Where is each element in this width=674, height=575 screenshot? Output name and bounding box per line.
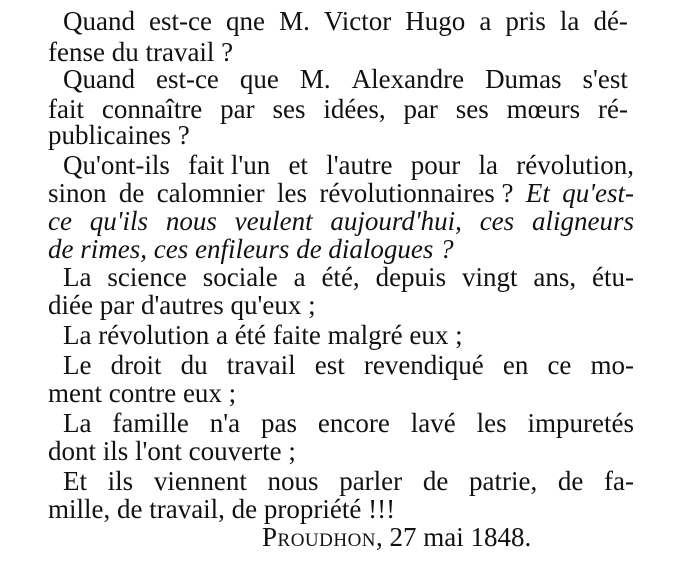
text-line bbox=[48, 178, 634, 209]
word: travail bbox=[226, 350, 296, 380]
word: revendiqué bbox=[363, 350, 484, 380]
word: ce bbox=[547, 350, 572, 380]
word: droit bbox=[110, 350, 162, 380]
text-line bbox=[63, 6, 628, 37]
word: aujourd'hui, bbox=[330, 206, 462, 236]
word: par bbox=[220, 94, 255, 124]
word: veulent bbox=[234, 206, 313, 236]
word: idées, bbox=[323, 94, 386, 124]
word: La bbox=[63, 262, 92, 292]
text-line bbox=[48, 206, 634, 237]
word: été, bbox=[321, 262, 360, 292]
word: calomnier bbox=[156, 178, 265, 208]
word: ses bbox=[272, 94, 306, 124]
word: lavé bbox=[410, 408, 456, 438]
word: du bbox=[180, 350, 208, 380]
word: la bbox=[478, 150, 498, 180]
word: diée par d'autres qu'eux ; bbox=[48, 290, 316, 320]
text-line bbox=[63, 262, 634, 293]
word: dé- bbox=[593, 6, 628, 36]
word: ment contre eux ; bbox=[48, 378, 237, 408]
word: de rimes, ces enfileurs de dialogues ? bbox=[48, 234, 454, 264]
word: s'est bbox=[582, 64, 628, 94]
word: est bbox=[314, 350, 345, 380]
word: mille, de travail, de propriété !!! bbox=[48, 494, 396, 524]
word: fait bbox=[48, 94, 84, 124]
word: a bbox=[293, 262, 306, 292]
word: qne bbox=[226, 6, 266, 36]
word: aligneurs bbox=[531, 206, 634, 236]
word: que bbox=[239, 64, 279, 94]
word: révolution, bbox=[516, 150, 634, 180]
text-line bbox=[63, 466, 634, 497]
word: nous bbox=[267, 466, 319, 496]
word: patrie, bbox=[468, 466, 538, 496]
word: fait l'un bbox=[188, 150, 271, 180]
word: n'a bbox=[209, 408, 241, 438]
word: M. bbox=[299, 64, 331, 94]
word: pas bbox=[260, 408, 297, 438]
word: science bbox=[107, 262, 187, 292]
word: est-ce bbox=[149, 6, 212, 36]
text-line bbox=[48, 378, 236, 409]
word: mo- bbox=[590, 350, 634, 380]
signature bbox=[262, 522, 531, 553]
word: révolutionnaires ? bbox=[319, 178, 514, 208]
word: ces bbox=[479, 206, 515, 236]
word: nous bbox=[165, 206, 217, 236]
word: connaître bbox=[101, 94, 203, 124]
word: fa- bbox=[604, 466, 634, 496]
word: fense du travail ? bbox=[48, 37, 234, 67]
word: pris bbox=[505, 6, 546, 36]
word: Et bbox=[525, 178, 550, 208]
word: est-ce bbox=[155, 64, 219, 94]
word: pour bbox=[410, 150, 461, 180]
text-line bbox=[63, 408, 634, 439]
word: ce bbox=[48, 206, 72, 236]
word: depuis bbox=[375, 262, 447, 292]
word: impuretés bbox=[527, 408, 634, 438]
word: de bbox=[557, 466, 584, 496]
text-line bbox=[48, 494, 395, 525]
word: et bbox=[288, 150, 308, 180]
word: par bbox=[403, 94, 438, 124]
word: famille bbox=[112, 408, 189, 438]
text-line bbox=[48, 120, 190, 151]
word: qu'ils bbox=[89, 206, 149, 236]
word: de bbox=[118, 178, 145, 208]
word: encore bbox=[317, 408, 390, 438]
word: les bbox=[476, 408, 507, 438]
word: en bbox=[502, 350, 529, 380]
text-line bbox=[63, 64, 628, 95]
word: Victor bbox=[323, 6, 392, 36]
text-line bbox=[63, 350, 634, 381]
word: qu'est- bbox=[562, 178, 634, 208]
word: étu- bbox=[592, 262, 634, 292]
word: Le bbox=[63, 350, 92, 380]
word: publicaines ? bbox=[48, 120, 190, 150]
word: M. bbox=[279, 6, 310, 36]
word: Hugo bbox=[405, 6, 466, 36]
word: ils bbox=[107, 466, 134, 496]
word: sinon bbox=[48, 178, 107, 208]
text-line bbox=[48, 234, 454, 265]
word: la bbox=[559, 6, 580, 36]
text-line bbox=[63, 320, 463, 351]
word: La révolution a été faite malgré eux ; bbox=[63, 320, 463, 350]
word: Qu'ont-ils bbox=[63, 150, 170, 180]
text-line bbox=[63, 150, 634, 181]
word: La bbox=[63, 408, 92, 438]
word: Alexandre bbox=[351, 64, 465, 94]
word: sociale bbox=[202, 262, 278, 292]
word: de bbox=[422, 466, 449, 496]
word: Et bbox=[63, 466, 87, 496]
word: ses bbox=[455, 94, 489, 124]
word: vingt bbox=[461, 262, 518, 292]
word: dont ils l'ont couverte ; bbox=[48, 436, 296, 466]
signature-author: Proudhon bbox=[262, 522, 377, 552]
word: viennent bbox=[153, 466, 247, 496]
word: Quand bbox=[63, 64, 135, 94]
signature-date: , 27 mai 1848. bbox=[376, 522, 532, 552]
text-line bbox=[48, 290, 316, 321]
word: parler bbox=[339, 466, 403, 496]
word: ré- bbox=[598, 94, 628, 124]
text-line bbox=[48, 436, 296, 467]
word: Quand bbox=[63, 6, 135, 36]
word: l'autre bbox=[326, 150, 393, 180]
word: Dumas bbox=[485, 64, 562, 94]
word: mœurs bbox=[506, 94, 581, 124]
word: a bbox=[479, 6, 492, 36]
word: ans, bbox=[533, 262, 577, 292]
word: les bbox=[276, 178, 307, 208]
